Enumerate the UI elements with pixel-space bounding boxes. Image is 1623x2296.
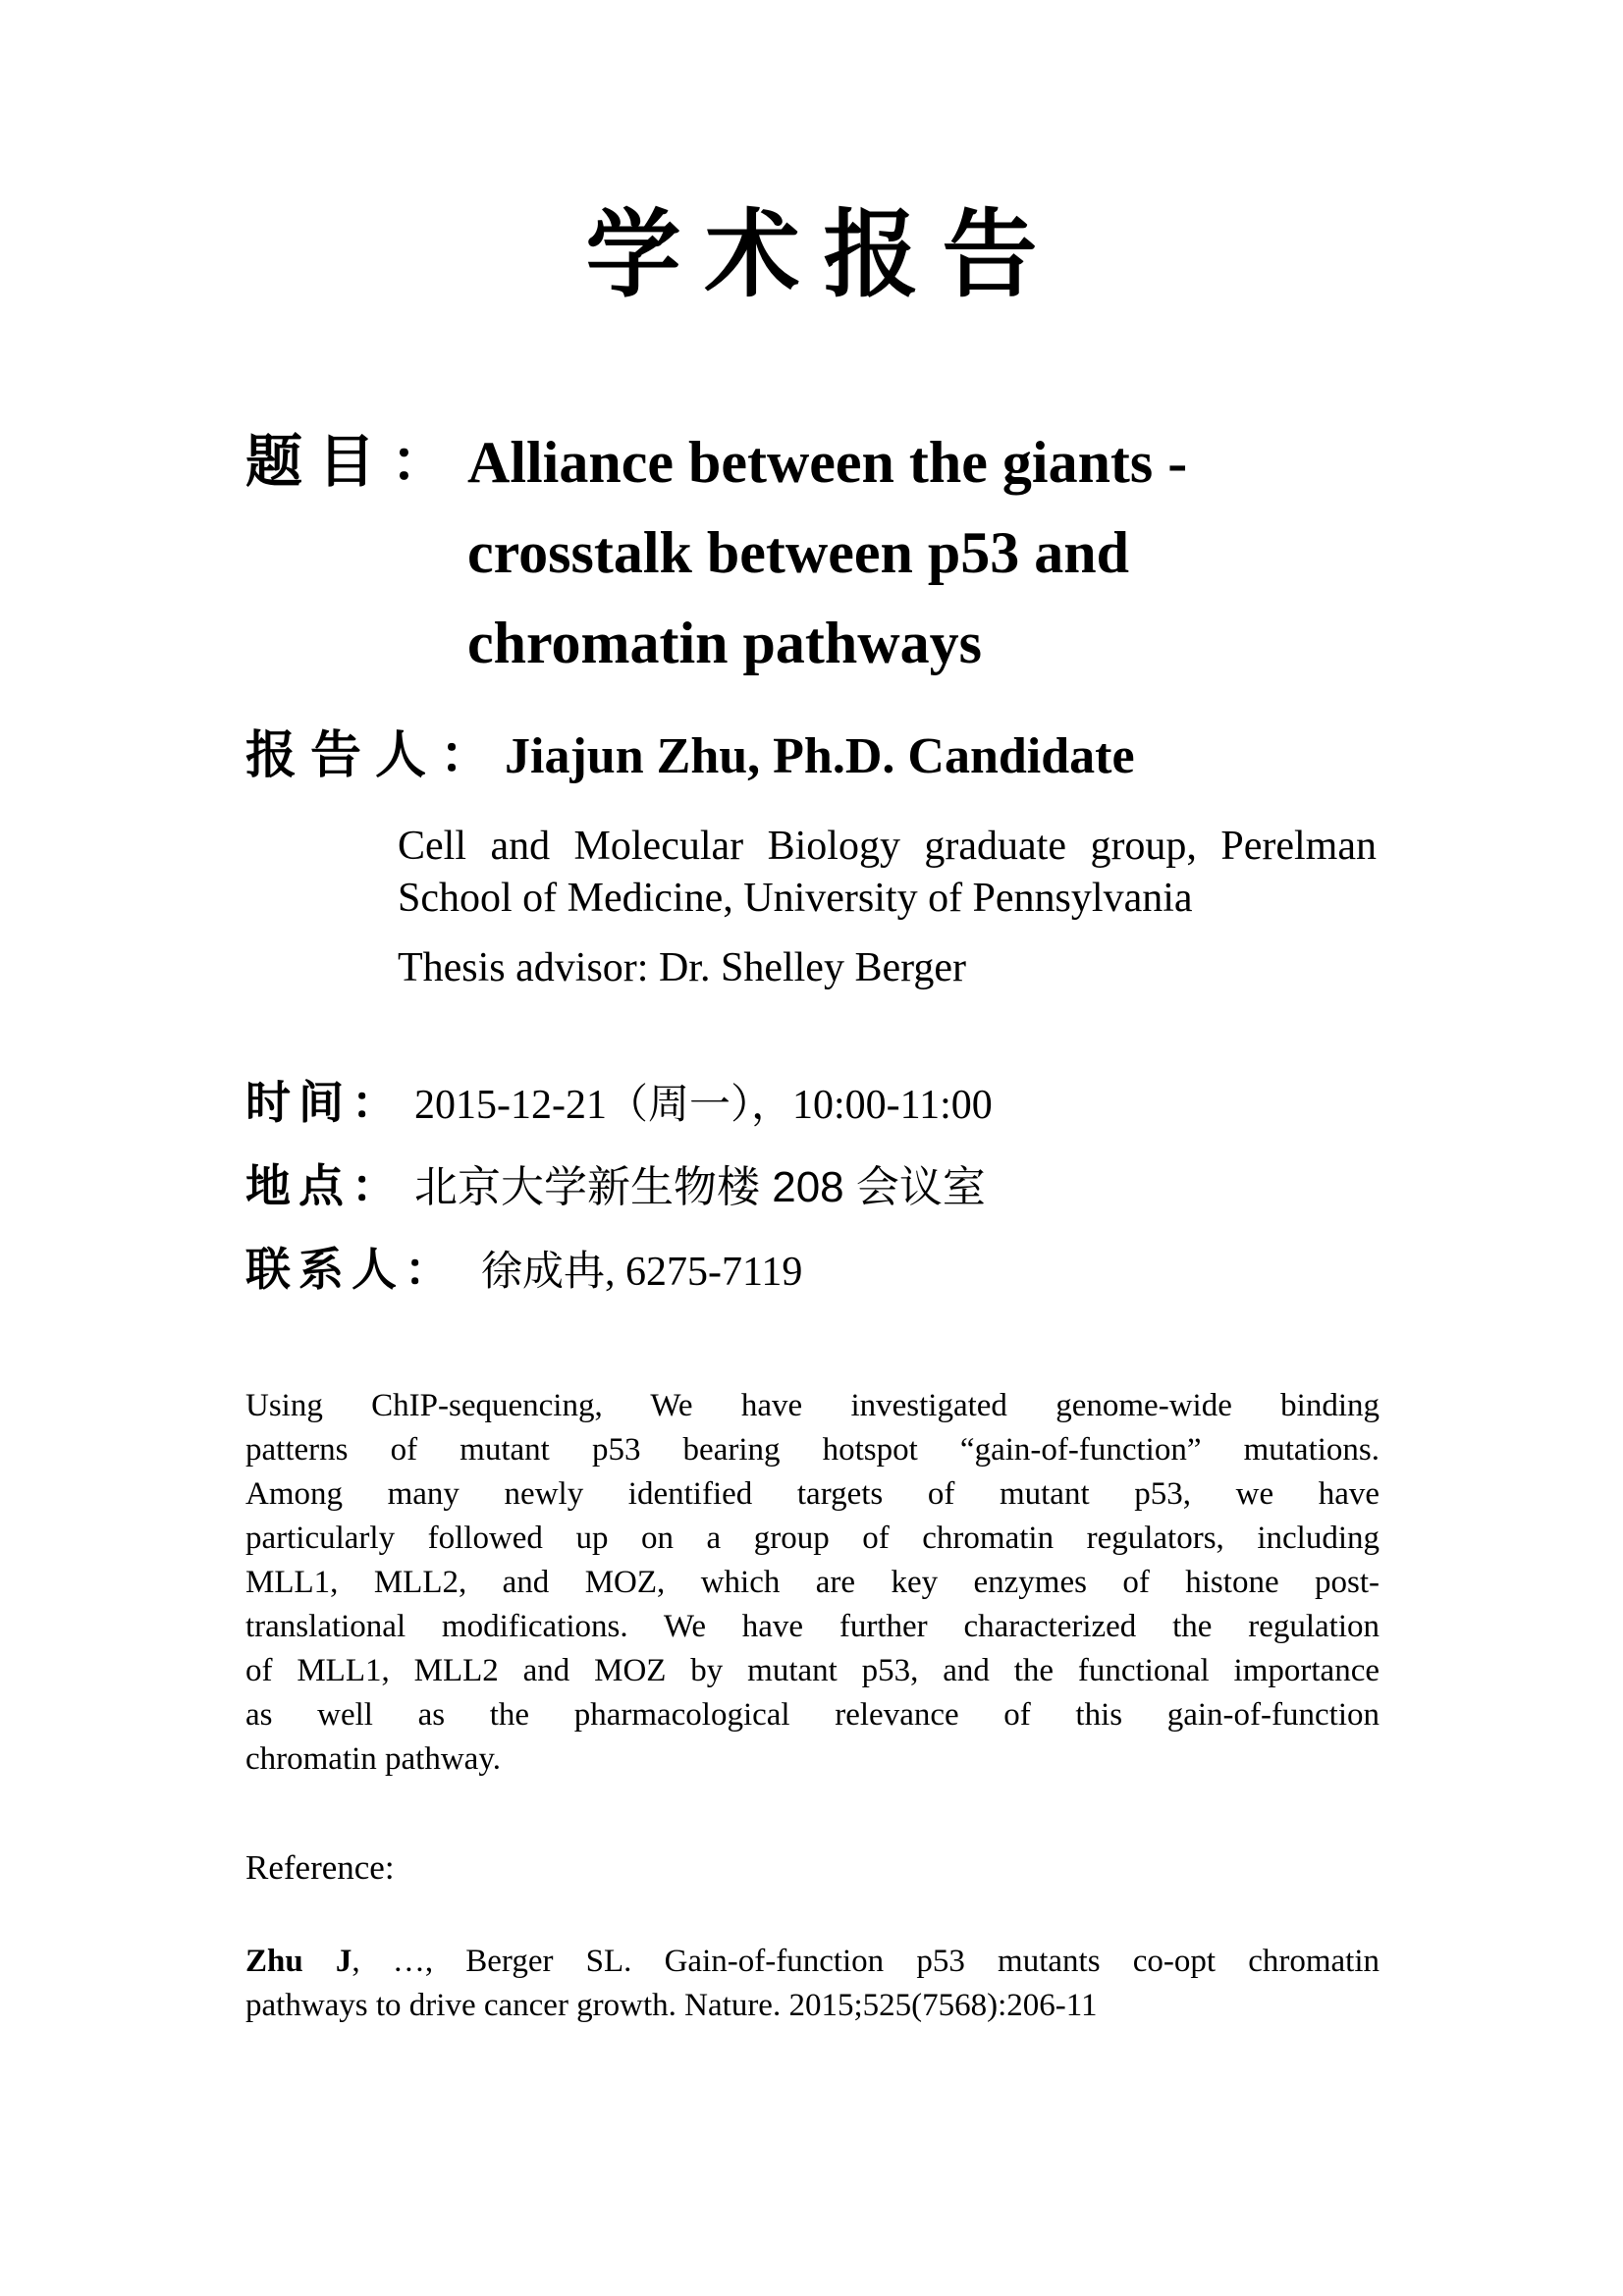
abstract-line: as well as the pharmacological relevance of this gain-of-function [245,1697,1380,1733]
reference-line: pathways to drive cancer growth. Nature. 2015;525(7568):206-11 [245,1988,1098,2023]
seminar-title-line: crosstalk between p53 and [467,520,1129,585]
contact-value: 徐成冉, 6275-7119 [481,1250,803,1295]
time-value: 2015-12-21（周一），10:00-11:00 [414,1083,993,1128]
location-value: 北京大学新生物楼 208 会议室 [414,1163,986,1211]
reference-line [245,1940,1380,1984]
reference-entry [245,1940,1380,2028]
speaker-label [245,724,505,787]
abstract-line: Among many newly identified targets of mutant p53, we have [245,1476,1380,1512]
reference-heading: Reference: [245,1848,395,1887]
seminar-title-line: Alliance between the giants - [467,430,1188,495]
location-label [245,1157,405,1214]
time-label-text: 时间 [245,1077,352,1128]
contact-label [245,1241,458,1298]
affiliation-line: Cell and Molecular Biology graduate group, Perelman [398,824,1377,869]
reference-line-rest: , …, Berger SL. Gain-of-function p53 mutants co-opt chromatin [352,1944,1380,1979]
reference-authors: Zhu J [245,1944,352,1979]
affiliation-line: School of Medicine, University of Pennsylvania [398,876,1193,921]
speaker-label-text: 报告人 [245,727,441,784]
topic-label [245,417,467,507]
abstract-line: particularly followed up on a group of chromatin regulators, including [245,1521,1380,1556]
speaker-name: Jiajun Zhu, Ph.D. Candidate [505,728,1135,784]
abstract-line: of MLL1, MLL2 and MOZ by mutant p53, and the functional importance [245,1653,1380,1688]
contact-label-text: 联系人 [245,1244,405,1295]
abstract-line: chromatin pathway. [245,1741,501,1777]
speaker-affiliation [398,821,1377,925]
abstract-line: translational modifications. We have further characterized the regulation [245,1609,1380,1644]
time-label [245,1074,405,1131]
contact-label-colon: ： [405,1244,458,1295]
contact-row [245,1241,802,1301]
abstract-line: Using ChIP-sequencing, We have investigated genome-wide binding [245,1388,1380,1423]
page-title: 学术报告 [585,201,1061,308]
abstract-line: patterns of mutant p53 bearing hotspot “gain-of-function” mutations. [245,1432,1380,1468]
speaker-section [245,724,1394,788]
seminar-title-line: chromatin pathways [467,611,982,675]
time-label-colon: ： [352,1077,405,1128]
location-label-colon: ： [352,1160,405,1211]
topic-label-colon: ： [391,430,464,494]
topic-label-text: 题目 [245,430,392,494]
speaker-label-colon: ： [440,727,506,784]
abstract-line: MLL1, MLL2, and MOZ, which are key enzymes of histone post- [245,1565,1380,1600]
thesis-advisor: Thesis advisor: Dr. Shelley Berger [398,945,966,990]
abstract-paragraph [245,1384,1380,1782]
location-label-text: 地点 [245,1160,352,1211]
location-row [245,1157,986,1216]
seminar-title [467,417,1394,688]
time-row [245,1074,993,1134]
topic-section [245,417,1394,688]
